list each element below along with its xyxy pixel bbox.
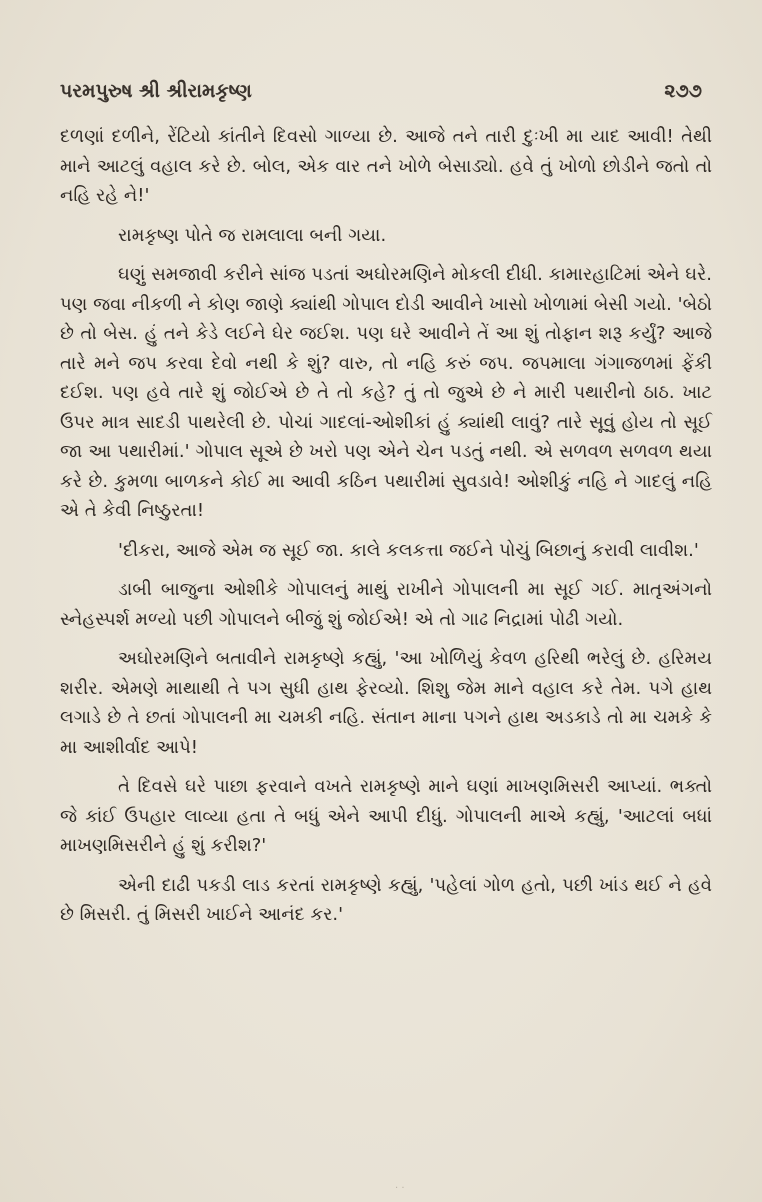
paragraph-5: ડાબી બાજુના ઓશીકે ગોપાલનું માથું રાખીને ગોપાલની મા સૂઈ ગઈ. માતૃઅંગનો સ્નેહસ્પર્શ મળ્યો પછી ગોપાલને બીજું શું જોઈએ! એ તો ગાઢ નિદ્રામાં પોઢી ગયો. bbox=[60, 579, 712, 630]
paragraph-3: ઘણું સમજાવી કરીને સાંજ પડતાં અઘોરમણિને મોકલી દીધી. કામારહાટિમાં એને ઘરે. પણ જવા નીકળી ને કોણ જાણે ક્યાંથી ગોપાલ દોડી આવીને ખાસો ખોળામાં બેસી ગયો. 'બેઠો છે તો બેસ. હું તને કેડે લઈને ઘેર જઈશ. પણ ઘરે આવીને તેં આ શું તોફાન શરૂ કર્યું? આજે તારે મને જપ કરવા દેવો નથી કે શું? વારુ, તો નહિ કરું જપ. જપમાલા ગંગાજળમાં ફેંકી દઈશ. પણ હવે તારે શું જોઈએ છે તે તો કહે? તું તો જુએ છે ને મારી પથારીનો ઠાઠ. ખાટ ઉપર માત્ર સાદડી પાથરેલી છે. પોચાં ગાદલાં-ઓશીકાં હું ક્યાંથી લાવું? તારે સૂવું હોય તો સૂઈ જા આ પથારીમાં.' ગોપાલ સૂએ છે ખરો પણ એને ચેન પડતું નથી. એ સળવળ સળવળ થયા કરે છે. કુમળા બાળકને કોઈ મા આવી કઠિન પથારીમાં સુવડાવે! ઓશીકું નહિ ને ગાદલું નહિ એ તે કેવી નિષ્ઠુરતા! bbox=[60, 264, 712, 521]
body-text bbox=[60, 122, 712, 940]
paragraph-8: એની દાઢી પકડી લાડ કરતાં રામકૃષ્ણે કહ્યું, 'પહેલાં ગોળ હતો, પછી ખાંડ થઈ ને હવે છે મિસરી. તું મિસરી ખાઈને આનંદ કર.' bbox=[60, 874, 712, 925]
page-number: ૨૭૭ bbox=[664, 80, 702, 102]
page-header bbox=[60, 80, 702, 114]
paragraph-2: રામકૃષ્ણ પોતે જ રામલાલા બની ગયા. bbox=[118, 224, 387, 246]
running-head: પરમપુરુષ શ્રી શ્રીરામકૃષ્ણ bbox=[60, 80, 252, 102]
paragraph-6: અઘોરમણિને બતાવીને રામકૃષ્ણે કહ્યું, 'આ ખોળિયું કેવળ હરિથી ભરેલું છે. હરિમય શરીર. એમણે માથાથી તે પગ સુધી હાથ ફેરવ્યો. શિશુ જેમ માને વહાલ કરે તેમ. પગે હાથ લગાડે છે તે છતાં ગોપાલની મા ચમકી નહિ. સંતાન માના પગને હાથ અડકાડે તો મા ચમકે કે મા આશીર્વાદ આપે! bbox=[60, 648, 712, 758]
paragraph-1: દળણાં દળીને, રેંટિયો કાંતીને દિવસો ગાળ્યા છે. આજે તને તારી દુઃખી મા યાદ આવી! તેથી માને આટલું વહાલ કરે છે. બોલ, એક વાર તને ખોળે બેસાડ્યો. હવે તું ખોળો છોડીને જતો તો નહિ રહે ને!' bbox=[60, 126, 712, 206]
paragraph-7: તે દિવસે ઘરે પાછા ફરવાને વખતે રામકૃષ્ણે માને ઘણાં માખણમિસરી આપ્યાં. ભક્તો જે કાંઈ ઉપહાર લાવ્યા હતા તે બધું એને આપી દીધું. ગોપાલની માએ કહ્યું, 'આટલાં બધાં માખણમિસરીને હું શું કરીશ?' bbox=[60, 776, 712, 856]
paragraph-4: 'દીકરા, આજે એમ જ સૂઈ જા. કાલે કલકત્તા જઈને પોચું બિછાનું કરાવી લાવીશ.' bbox=[118, 539, 699, 561]
paper-specks: · · bbox=[395, 1183, 405, 1194]
